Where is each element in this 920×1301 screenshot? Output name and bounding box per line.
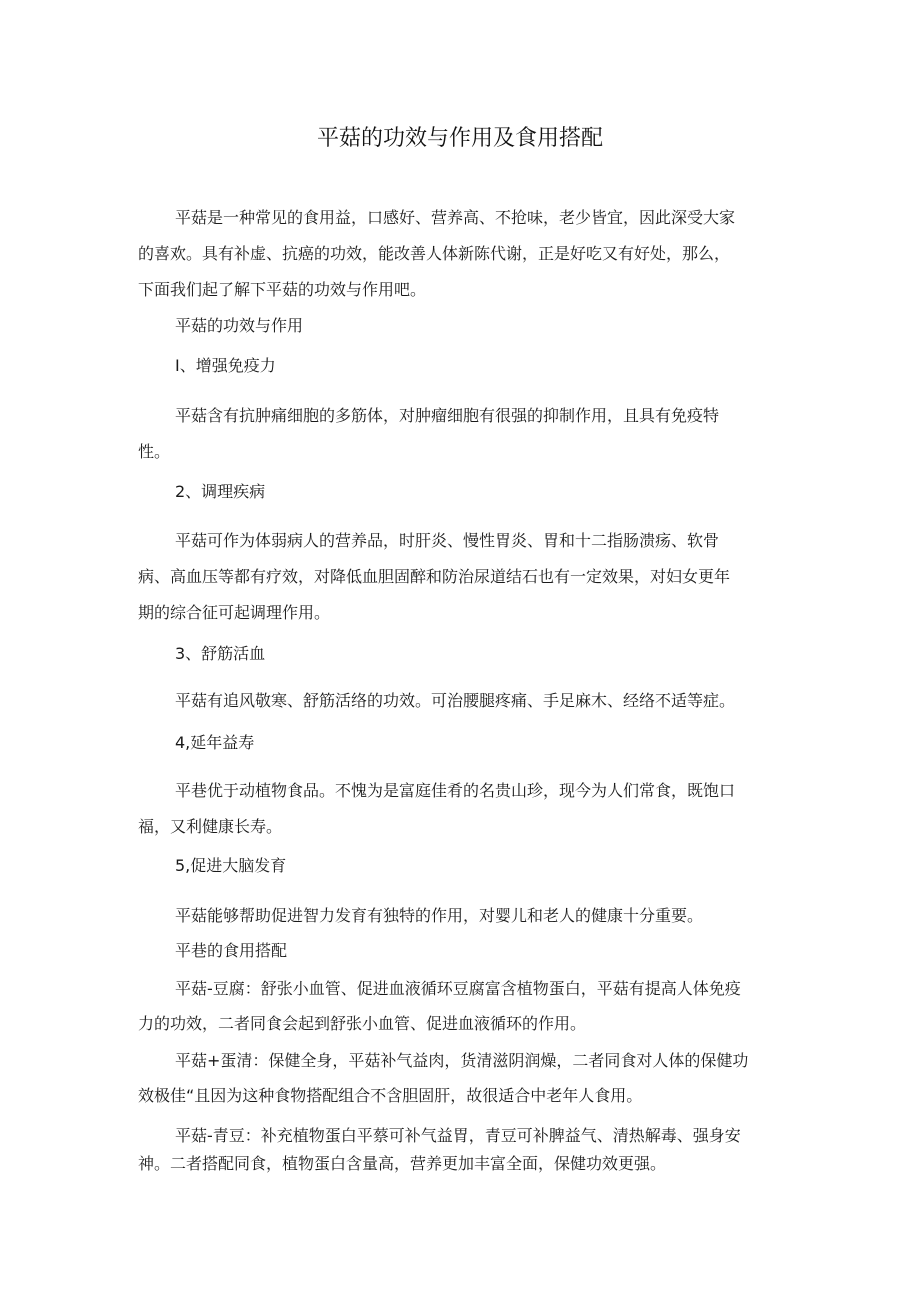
- section-heading-pairing: 平巷的食用搭配: [175, 941, 288, 960]
- item-heading-3: 3、舒筋活血: [175, 644, 266, 663]
- pairing-1-line-2: 力的功效，二者同食会起到舒张小血管、促进血液循环的作用。: [138, 1014, 587, 1033]
- document-title: 平菇的功效与作用及食用搭配: [316, 126, 603, 151]
- item-heading-1: I、增强免疫力: [175, 356, 276, 375]
- item-2-line-1: 平菇可作为体弱病人的营养品，时肝炎、慢性胃炎、胃和十二指肠溃疡、软骨: [175, 531, 720, 550]
- pairing-3-line-1: 平菇-青豆：补充植物蛋白平蔡可补气益胃，青豆可补脾益气、清热解毒、强身安: [175, 1126, 741, 1145]
- item-1-line-1: 平菇含有抗肿痛细胞的多筋体，对肿瘤细胞有很强的抑制作用，且具有免疫特: [175, 406, 720, 425]
- section-heading-effects: 平菇的功效与作用: [175, 316, 304, 335]
- intro-line-2: 的喜欢。具有补虚、抗癌的功效，能改善人体新陈代谢，正是好吃又有好处，那么，: [138, 244, 731, 263]
- item-4-line-1: 平巷优于动植物食品。不愧为是富庭佳肴的名贵山珍，现今为人们常食，既饱口: [175, 781, 736, 800]
- pairing-2-line-1: 平菇+蛋清：保健全身，平菇补气益肉，货清滋阴润燥，二者同食对人体的保健功: [175, 1051, 749, 1070]
- item-3-line-1: 平菇有追风敬寒、舒筋活络的功效。可治腰腿疼痛、手足麻木、经络不适等症。: [175, 691, 736, 710]
- pairing-1-line-1: 平菇-豆腐：舒张小血管、促进血液循环豆腐富含植物蛋白，平菇有提高人体免疫: [175, 979, 741, 998]
- intro-line-1: 平菇是一种常见的食用益，口感好、营养高、不抢味，老少皆宜，因此深受大家: [175, 208, 736, 227]
- item-4-line-2: 福，又利健康长寿。: [138, 817, 283, 836]
- item-5-line-1: 平菇能够帮助促进智力发育有独特的作用，对婴儿和老人的健康十分重要。: [175, 906, 704, 925]
- item-2-line-2: 病、高血压等都有疗效，对降低血胆固醉和防治尿道结石也有一定效果，对妇女更年: [138, 567, 731, 586]
- item-2-line-3: 期的综合征可起调理作用。: [138, 603, 331, 622]
- item-heading-4: 4,延年益寿: [175, 733, 255, 752]
- item-heading-5: 5,促进大脑发育: [175, 856, 287, 875]
- pairing-3-line-2: 神。二者搭配同食，植物蛋白含量高，营养更加丰富全面，保健功效更强。: [138, 1154, 667, 1173]
- item-1-line-2: 性。: [138, 442, 171, 461]
- intro-line-3: 下面我们起了解下平菇的功效与作用吧。: [138, 280, 427, 299]
- item-heading-2: 2、调理疾病: [175, 482, 266, 501]
- pairing-2-line-2: 效极佳“且因为这种食物搭配组合不含胆固肝，故很适合中老年人食用。: [138, 1086, 643, 1105]
